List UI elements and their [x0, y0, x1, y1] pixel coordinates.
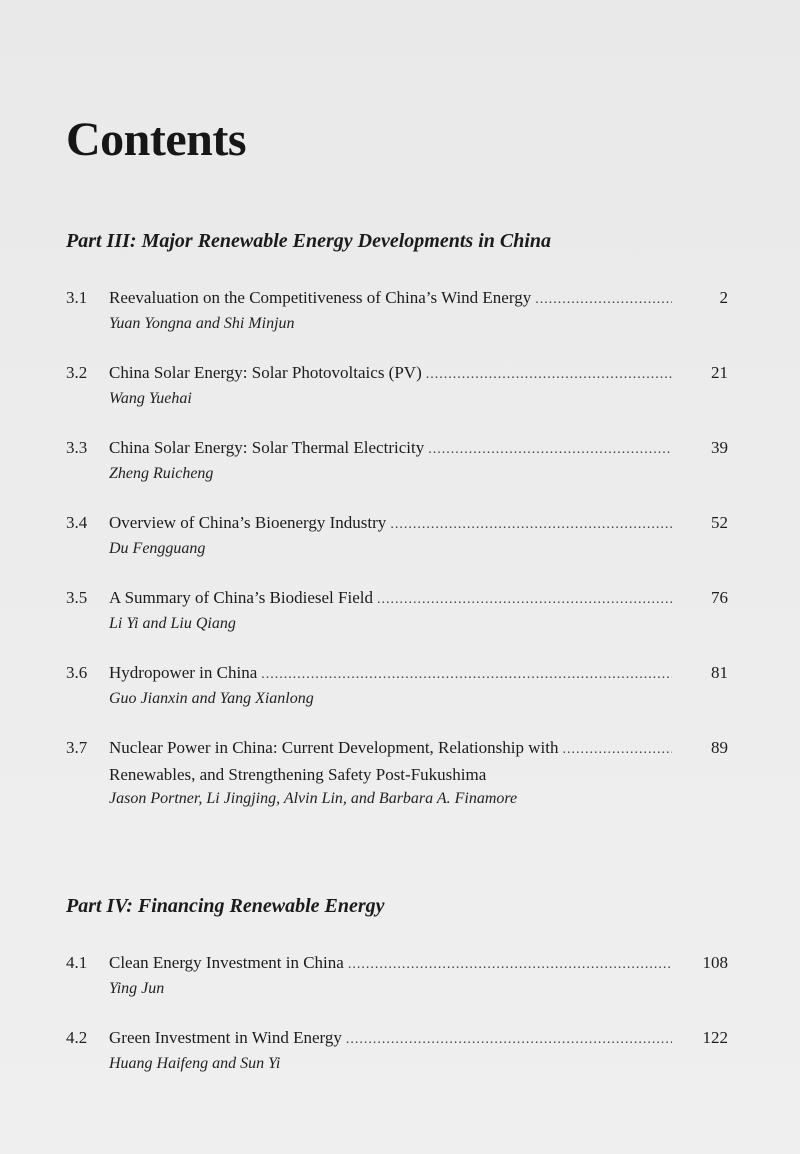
toc-entry[interactable]	[66, 660, 728, 711]
toc-entry[interactable]	[66, 360, 728, 411]
entry-title: China Solar Energy: Solar Thermal Electricity	[109, 438, 425, 457]
entry-page-number: 52	[711, 513, 728, 532]
entry-title: Nuclear Power in China: Current Development, Relationship with	[109, 738, 559, 757]
entry-authors: Guo Jianxin and Yang Xianlong	[109, 690, 314, 707]
entry-authors: Li Yi and Liu Qiang	[109, 615, 236, 632]
dot-leader	[390, 512, 672, 537]
entry-page-number: 21	[711, 363, 728, 382]
page-title: Contents	[66, 113, 247, 166]
entry-authors: Zheng Ruicheng	[109, 465, 214, 482]
entry-number: 3.1	[66, 288, 88, 307]
entry-number: 3.7	[66, 738, 88, 757]
entry-number: 3.2	[66, 363, 88, 382]
toc-entry[interactable]	[66, 510, 728, 561]
dot-leader	[562, 737, 672, 762]
toc-entry[interactable]	[66, 735, 728, 811]
toc-entry[interactable]	[66, 1025, 728, 1076]
dot-leader	[535, 287, 672, 312]
entry-authors: Du Fengguang	[109, 540, 206, 557]
entry-title-continuation: Renewables, and Strengthening Safety Post-Fukushima	[109, 765, 487, 784]
dot-leader	[348, 952, 672, 977]
entry-number: 4.2	[66, 1028, 88, 1047]
dot-leader	[346, 1027, 672, 1052]
entry-page-number: 2	[719, 288, 728, 307]
dot-leader	[377, 587, 672, 612]
entry-page-number: 39	[711, 438, 728, 457]
entry-title: China Solar Energy: Solar Photovoltaics (PV)	[109, 363, 422, 382]
entry-title: Reevaluation on the Competitiveness of China’s Wind Energy	[109, 288, 532, 307]
toc-entry[interactable]	[66, 285, 728, 336]
entry-page-number: 89	[711, 738, 728, 757]
part-heading-iii: Part III: Major Renewable Energy Developments in China	[66, 230, 552, 252]
entry-authors: Wang Yuehai	[109, 390, 192, 407]
dot-leader	[261, 662, 672, 687]
toc-entry[interactable]	[66, 435, 728, 486]
dot-leader	[426, 362, 672, 387]
entry-authors: Huang Haifeng and Sun Yi	[109, 1055, 281, 1072]
entry-authors: Ying Jun	[109, 980, 165, 997]
entry-number: 3.6	[66, 663, 88, 682]
entry-number: 3.4	[66, 513, 88, 532]
part-heading-iv: Part IV: Financing Renewable Energy	[66, 895, 385, 917]
dot-leader	[428, 437, 672, 462]
toc-entry[interactable]	[66, 585, 728, 636]
entry-title: Overview of China’s Bioenergy Industry	[109, 513, 387, 532]
entry-number: 3.5	[66, 588, 88, 607]
entry-page-number: 76	[711, 588, 728, 607]
entry-title: A Summary of China’s Biodiesel Field	[109, 588, 373, 607]
entry-page-number: 122	[702, 1028, 728, 1047]
entry-page-number: 81	[711, 663, 728, 682]
entry-title: Clean Energy Investment in China	[109, 953, 344, 972]
entry-title: Hydropower in China	[109, 663, 258, 682]
toc-entry[interactable]	[66, 950, 728, 1001]
entry-number: 3.3	[66, 438, 88, 457]
entry-authors: Jason Portner, Li Jingjing, Alvin Lin, and Barbara A. Finamore	[109, 790, 518, 807]
entry-page-number: 108	[702, 953, 728, 972]
entry-title: Green Investment in Wind Energy	[109, 1028, 342, 1047]
entry-number: 4.1	[66, 953, 88, 972]
entry-authors: Yuan Yongna and Shi Minjun	[109, 315, 295, 332]
